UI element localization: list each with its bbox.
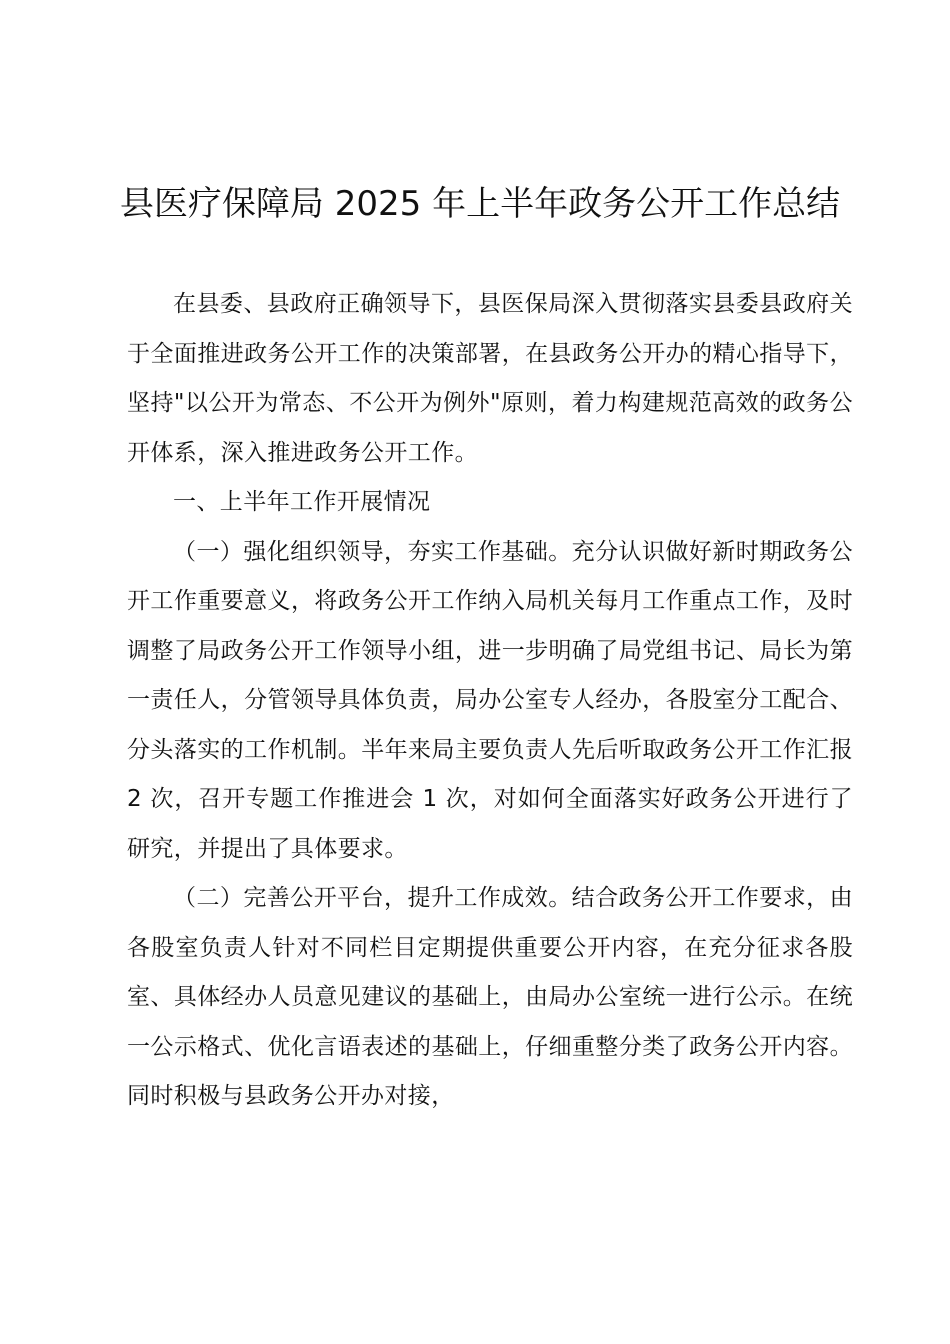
section-paragraph-2: （二）完善公开平台，提升工作成效。结合政务公开工作要求，由各股室负责人针对不同栏目定期提供重要公开内容，在充分征求各股室、具体经办人员意见建议的基础上，由局办公室统一进行公示。在统一公示格式、优化言语表述的基础上，仔细重整分类了政务公开内容。同时积极与县政务公开办对接， xyxy=(127,885,853,1109)
document-title: 县医疗保障局 2025 年上半年政务公开工作总结 xyxy=(119,184,841,224)
document-body xyxy=(127,280,853,1122)
intro-paragraph: 在县委、县政府正确领导下，县医保局深入贯彻落实县委县政府关于全面推进政务公开工作的决策部署，在县政务公开办的精心指导下，坚持"以公开为常态、不公开为例外"原则，着力构建规范高效的政务公开体系，深入推进政务公开工作。 xyxy=(127,291,853,466)
section-heading: 一、上半年工作开展情况 xyxy=(173,489,431,515)
section-paragraph-1: （一）强化组织领导，夯实工作基础。充分认识做好新时期政务公开工作重要意义，将政务公开工作纳入局机关每月工作重点工作，及时调整了局政务公开工作领导小组，进一步明确了局党组书记、局长为第一责任人，分管领导具体负责，局办公室专人经办，各股室分工配合、分头落实的工作机制。半年来局主要负责人先后听取政务公开工作汇报 2 次，召开专题工作推进会 1 次，对如何全面落实好政务公开进行了研究，并提出了具体要求。 xyxy=(127,538,853,862)
